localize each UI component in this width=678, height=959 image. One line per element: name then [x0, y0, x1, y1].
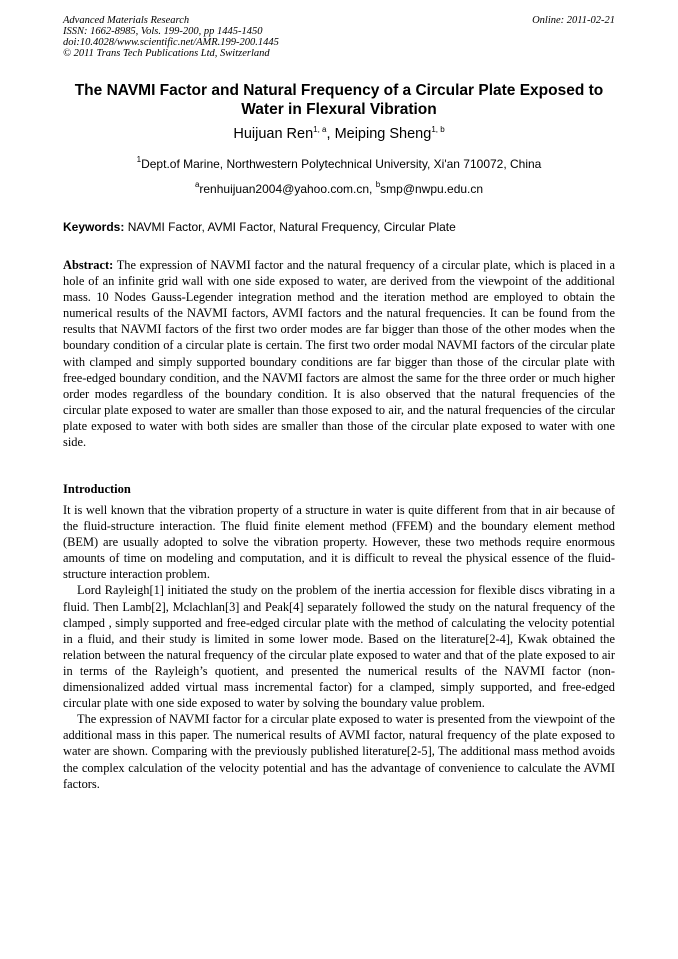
online-date: Online: 2011-02-21	[532, 15, 615, 26]
email-marker: a	[194, 180, 200, 189]
paragraph: The expression of NAVMI factor for a circular plate exposed to water is presented from the viewpoint of the additional mass in this paper. The numerical results of AVMI factor, natural frequency of the plate exposed to water are shown. Comparing with the previously published literature[2-5], The additional mass method avoids the complex calculation of the velocity potential and has the advantage of convenience to calculate the AVMI factors.	[63, 712, 615, 791]
author-affiliation-marker: 1, b	[431, 125, 445, 134]
author-separator: ,	[326, 126, 335, 142]
abstract-text: The expression of NAVMI factor and the natural frequency of a circular plate, which is placed in a hole of an infinite grid wall with one side exposed to water, are derived from the viewpoint of the additional mass. 10 Nodes Gauss-Legender integration method and the iteration method are employed to obtain the numerical results of the NAVMI factors, AVMI factors and the natural frequencies. It can be found from the results that NAVMI factors of the first two order modes are far bigger than those of the other modes when the boundary condition of a circular plate is certain. The first two order modal NAVMI factors of the circular plate with clamped and simply supported boundary conditions are far bigger than those of the circular plate with free-edged boundary condition, and the NAVMI factors are almost the same for the three order or much higher order modes regardless of the boundary condition. It is also observed that the natural frequencies of the circular plate exposed to water are smaller than those exposed to air, and the natural frequencies of the circular plate exposed to water with both sides are smaller than those of the circular plate exposed to water with one side.	[63, 258, 616, 450]
paragraph: Lord Rayleigh[1] initiated the study on the problem of the inertia accession for flexible discs vibrating in a fluid. Then Lamb[2], Mclachlan[3] and Peak[4] separately followed the study on the natural frequency of the clamped , simply supported and free-edged circular plate with the method of calculating the velocity potential in a fluid, and their study is limited in some lower mode. Based on the literature[2-4], Kwak obtained the relation between the natural frequency of the circular plate exposed to water and that of the plate exposed to air in terms of the Rayleigh’s quotient, and presented the numerical results of the NAVMI factor (non-dimensionalized added virtual mass incremental factor) for a clamped, simply supported, and free-edged circular plate with one side exposed to water by solving the boundary value problem.	[63, 583, 615, 711]
keywords-text: NAVMI Factor, AVMI Factor, Natural Frequency, Circular Plate	[127, 220, 456, 234]
affiliation-text: Dept.of Marine, Northwestern Polytechnical University, Xi'an 710072, China	[141, 157, 542, 171]
abstract	[63, 257, 615, 450]
affiliation	[0, 156, 678, 172]
paper-title: The NAVMI Factor and Natural Frequency of a Circular Plate Exposed to Water in Flexural Vibration	[74, 82, 604, 118]
author-affiliation-marker: 1, a	[313, 125, 327, 134]
author-name: Huijuan Ren	[233, 126, 314, 142]
email-address[interactable]: smp@nwpu.edu.cn	[380, 182, 484, 196]
journal-name: Advanced Materials Research	[63, 15, 190, 26]
introduction-body	[63, 502, 615, 792]
journal-doi[interactable]: doi:10.4028/www.scientific.net/AMR.199-200.1445	[63, 37, 279, 48]
author-name: Meiping Sheng	[334, 126, 432, 142]
section-heading-introduction: Introduction	[63, 482, 131, 496]
affiliation-marker: 1	[136, 155, 142, 164]
journal-copyright: © 2011 Trans Tech Publications Ltd, Switzerland	[63, 48, 270, 59]
email-separator: ,	[369, 182, 376, 196]
journal-header	[63, 15, 279, 59]
abstract-label: Abstract:	[63, 258, 114, 272]
email-marker: b	[375, 180, 381, 189]
keywords	[63, 219, 615, 235]
author-list	[0, 124, 678, 144]
email-address[interactable]: renhuijuan2004@yahoo.com.cn	[199, 182, 370, 196]
paragraph: It is well known that the vibration property of a structure in water is quite different from that in air because of the fluid-structure interaction. The fluid finite element method (FFEM) and the boundary element method (BEM) are usually adopted to solve the vibration property. However, these two methods require enormous amounts of time on modeling and computation, and it is difficult to reveal the physical essence of the fluid-structure interaction problem.	[63, 503, 615, 582]
email-list	[0, 181, 678, 197]
keywords-label: Keywords:	[63, 220, 125, 234]
journal-issn: ISSN: 1662-8985, Vols. 199-200, pp 1445-1450	[63, 26, 263, 37]
